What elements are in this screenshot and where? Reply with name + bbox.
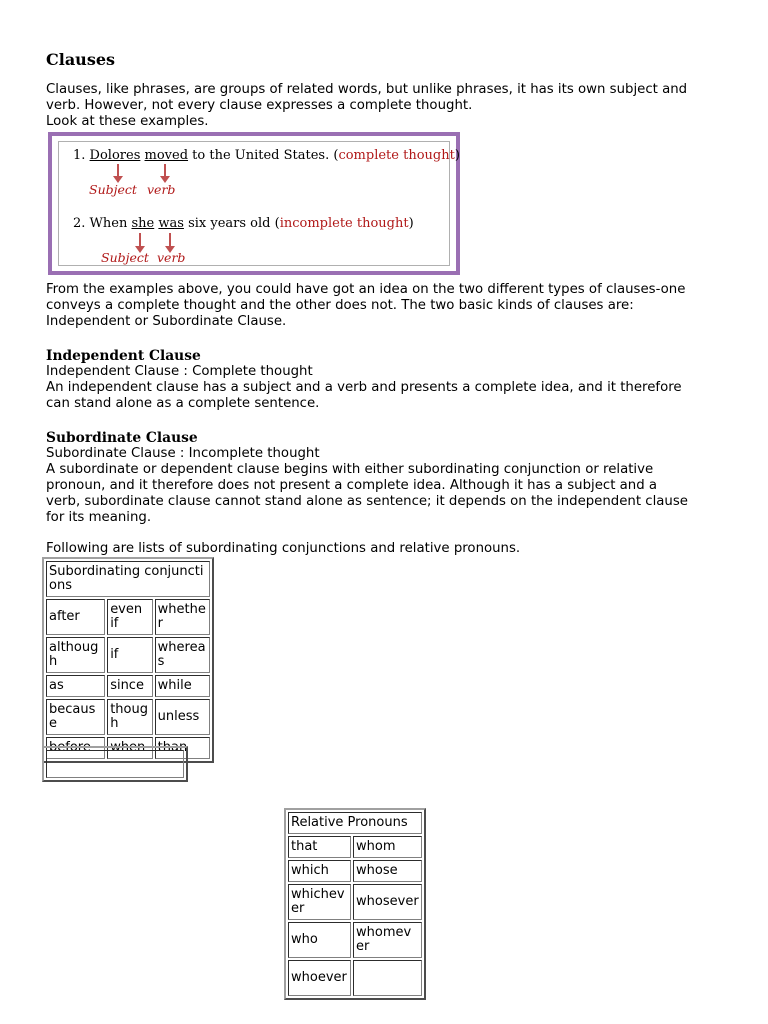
- figure-inner-frame: [58, 141, 460, 266]
- subject-label-1: Subject: [89, 182, 137, 197]
- example-2: [73, 216, 414, 231]
- intro-line-1: Clauses, like phrases, are groups of related words, but unlike phrases, it has its own subject and: [46, 82, 688, 97]
- arrow-down-icon: [164, 164, 166, 177]
- table-cell: than: [155, 737, 210, 759]
- example-1-verb: moved: [144, 148, 189, 163]
- example-1-close: ): [454, 148, 460, 163]
- clause-examples-figure: [48, 132, 460, 275]
- table-cell: because: [46, 699, 105, 735]
- arrow-down-icon: [169, 233, 171, 247]
- empty-table: [42, 746, 188, 782]
- after-figure-line-3: Independent or Subordinate Clause.: [46, 314, 287, 329]
- subordinate-line-4: for its meaning.: [46, 510, 152, 525]
- after-figure-line-2: conveys a complete thought and the other does not. The two basic kinds of clauses are:: [46, 298, 634, 313]
- arrow-down-icon: [139, 233, 141, 247]
- table-cell: [353, 960, 422, 996]
- table-cell: which: [288, 860, 351, 882]
- table-cell: even if: [107, 599, 152, 635]
- example-2-verb: was: [158, 216, 184, 231]
- table-cell: whichever: [288, 884, 351, 920]
- table-cell: as: [46, 675, 105, 697]
- table-cell: though: [107, 699, 152, 735]
- table-cell: whomever: [353, 922, 422, 958]
- conjunctions-header: Subordinating conjunctions: [46, 561, 210, 597]
- independent-heading: Independent Clause: [46, 348, 201, 364]
- table-cell: whosever: [353, 884, 422, 920]
- table-cell: whom: [353, 836, 422, 858]
- example-2-close: ): [408, 216, 414, 231]
- page-title: Clauses: [46, 50, 116, 69]
- table-cell: whereas: [155, 637, 210, 673]
- example-1-rest: to the United States. (: [192, 148, 339, 163]
- table-cell: unless: [155, 699, 210, 735]
- intro-line-2: verb. However, not every clause expresses a complete thought.: [46, 98, 473, 113]
- relative-pronouns-table: [284, 808, 426, 1000]
- example-1-number: 1.: [73, 148, 86, 163]
- table-cell: whether: [155, 599, 210, 635]
- table-cell: while: [155, 675, 210, 697]
- subordinate-line-1: A subordinate or dependent clause begins with either subordinating conjunction or relative: [46, 462, 654, 477]
- table-cell: after: [46, 599, 105, 635]
- table-cell: who: [288, 922, 351, 958]
- after-figure-line-1: From the examples above, you could have got an idea on the two different types of clauses-one: [46, 282, 686, 297]
- subordinate-heading: Subordinate Clause: [46, 430, 198, 446]
- verb-label-2: verb: [157, 250, 186, 265]
- arrow-down-icon: [117, 164, 119, 177]
- subject-label-2: Subject: [101, 250, 149, 265]
- table-cell: although: [46, 637, 105, 673]
- subordinate-sub: Subordinate Clause : Incomplete thought: [46, 446, 320, 461]
- verb-label-1: verb: [147, 182, 176, 197]
- example-2-rest: six years old (: [188, 216, 280, 231]
- table-cell: since: [107, 675, 152, 697]
- table-cell: whoever: [288, 960, 351, 996]
- example-1: [73, 148, 460, 163]
- example-1-subject: Dolores: [89, 148, 141, 163]
- example-2-tag: incomplete thought: [279, 216, 409, 231]
- empty-cell: [46, 750, 184, 778]
- subordinate-line-2: pronoun, and it therefore does not present a complete idea. Although it has a subject and a: [46, 478, 658, 493]
- table-cell: that: [288, 836, 351, 858]
- example-2-number: 2. When: [73, 216, 128, 231]
- independent-line-2: can stand alone as a complete sentence.: [46, 396, 320, 411]
- independent-line-1: An independent clause has a subject and a verb and presents a complete idea, and it therefore: [46, 380, 682, 395]
- intro-line-3: Look at these examples.: [46, 114, 209, 129]
- table-cell: whose: [353, 860, 422, 882]
- table-cell: when: [107, 737, 152, 759]
- example-2-subject: she: [131, 216, 155, 231]
- pronouns-header: Relative Pronouns: [288, 812, 422, 834]
- independent-sub: Independent Clause : Complete thought: [46, 364, 313, 379]
- table-cell: before: [46, 737, 105, 759]
- example-1-tag: complete thought: [338, 148, 455, 163]
- lists-intro: Following are lists of subordinating conjunctions and relative pronouns.: [46, 541, 521, 556]
- conjunctions-table: [42, 557, 214, 763]
- subordinate-line-3: verb, subordinate clause cannot stand alone as sentence; it depends on the independent clause: [46, 494, 688, 509]
- table-cell: if: [107, 637, 152, 673]
